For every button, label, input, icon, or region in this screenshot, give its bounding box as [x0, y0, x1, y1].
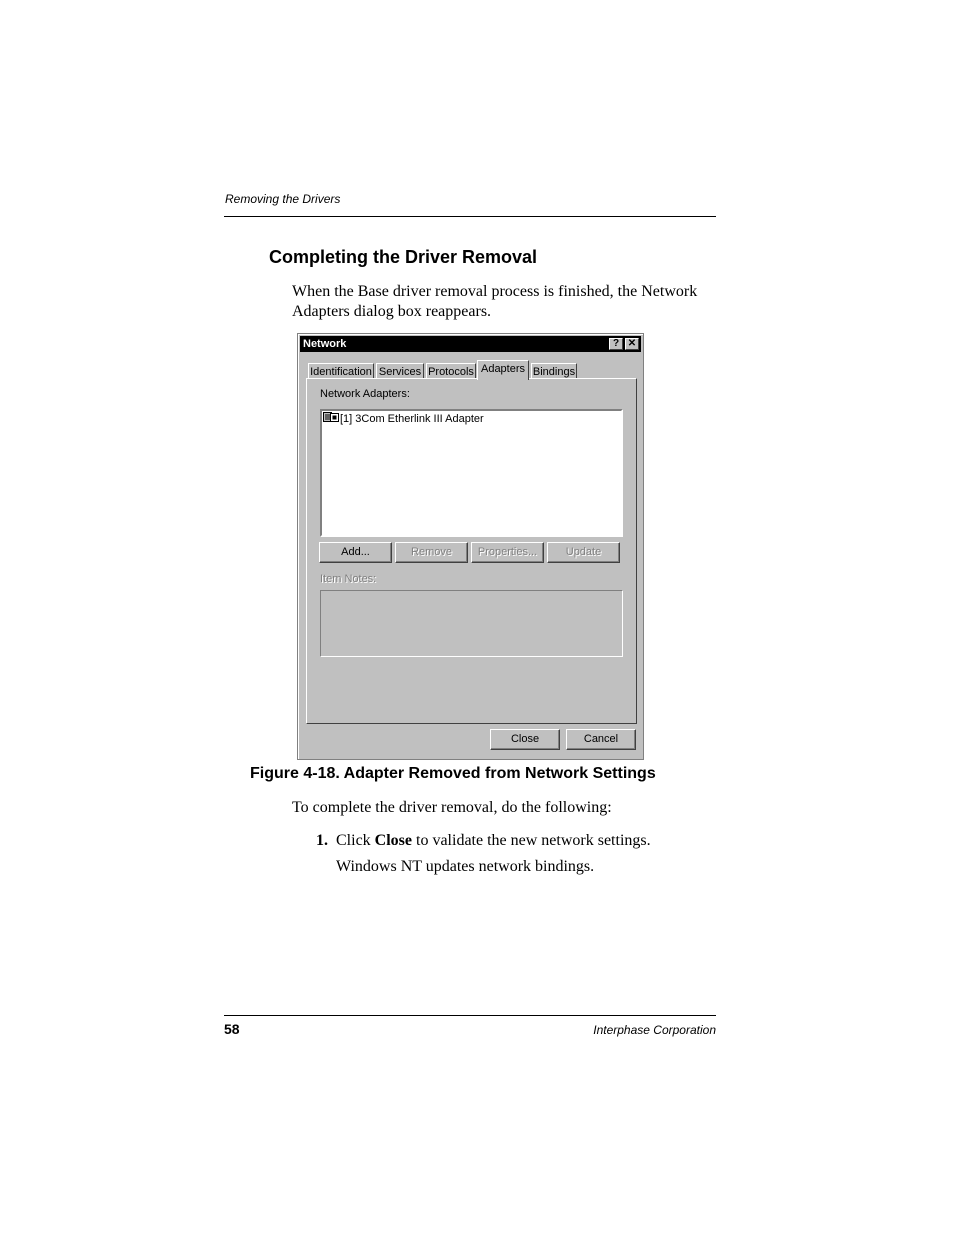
dialog-titlebar: [300, 336, 641, 352]
tab-services[interactable]: Services: [376, 363, 424, 380]
item-notes-label: Item Notes:: [320, 573, 377, 585]
section-title: Completing the Driver Removal: [269, 247, 538, 267]
instructions-lead: To complete the driver removal, do the following:: [292, 799, 612, 816]
footer-company: Interphase Corporation: [593, 1023, 716, 1037]
page-number: 58: [224, 1021, 240, 1037]
item-notes-box: [320, 590, 623, 657]
intro-paragraph: When the Base driver removal process is finished, the Network Adapters dialog box reappears.: [292, 283, 698, 320]
dialog-title: Network: [303, 338, 347, 350]
tab-bindings[interactable]: Bindings: [531, 363, 577, 380]
properties-button[interactable]: Properties...: [471, 542, 544, 563]
adapter-list[interactable]: [320, 409, 623, 537]
figure-caption: Figure 4-18. Adapter Removed from Network Settings: [250, 765, 656, 782]
tab-identification[interactable]: Identification: [308, 363, 374, 380]
step-prefix: Click: [336, 832, 371, 849]
step-note: Windows NT updates network bindings.: [336, 858, 595, 875]
step-text: [336, 832, 651, 850]
header-rule: [224, 216, 716, 217]
tab-protocols[interactable]: Protocols: [426, 363, 476, 380]
remove-button[interactable]: Remove: [395, 542, 468, 563]
cancel-button[interactable]: Cancel: [566, 729, 636, 750]
list-item[interactable]: [323, 412, 484, 426]
footer-rule: [224, 1015, 716, 1016]
step-number: 1.: [316, 832, 328, 849]
update-button[interactable]: Update: [547, 542, 620, 563]
close-button[interactable]: Close: [490, 729, 560, 750]
adapter-name: [1] 3Com Etherlink III Adapter: [340, 413, 484, 425]
adapters-panel: [306, 378, 637, 724]
running-header: Removing the Drivers: [225, 192, 341, 206]
network-dialog: [297, 333, 644, 760]
help-button[interactable]: ?: [609, 338, 623, 350]
network-adapter-icon: [323, 412, 337, 422]
step-suffix: to validate the new network settings.: [416, 832, 651, 849]
tab-adapters[interactable]: Adapters: [477, 360, 529, 380]
step-bold: Close: [374, 832, 412, 849]
network-adapters-label: Network Adapters:: [320, 388, 410, 400]
close-icon[interactable]: ✕: [625, 338, 639, 350]
add-button[interactable]: Add...: [319, 542, 392, 563]
